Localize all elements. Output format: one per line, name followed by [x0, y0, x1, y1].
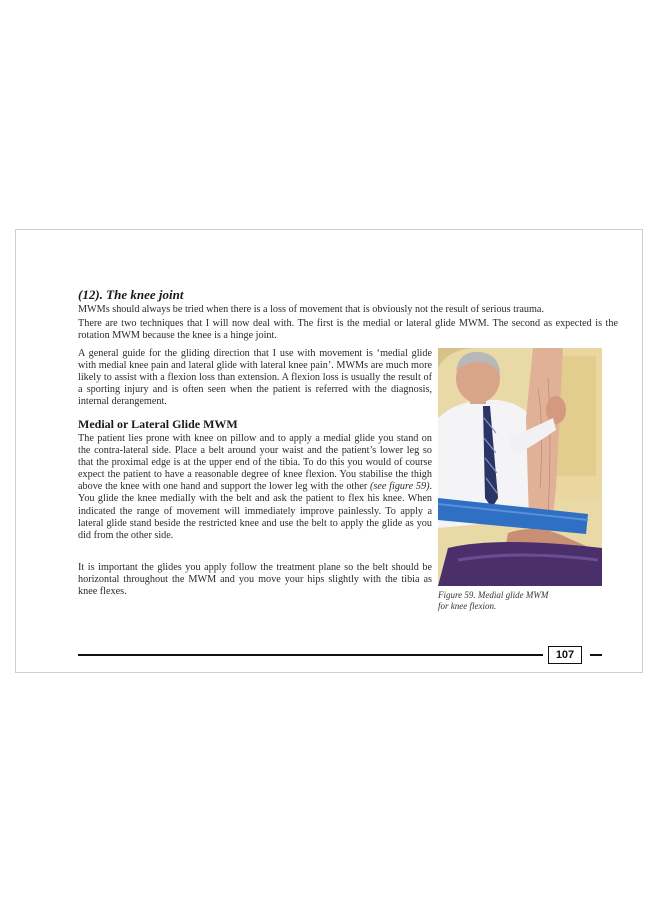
- figure-caption: [438, 590, 588, 612]
- neck: [470, 394, 486, 404]
- knee-mwm-illustration: [438, 348, 602, 586]
- subheading-glide-mwm: Medial or Lateral Glide MWM: [78, 417, 238, 431]
- paragraph-gliding-guide: A general guide for the gliding direction that I use with movement is ‘medial glide with medial knee pain and lateral glide with lateral knee pain’. MWMs are much more likely to assist with a flexion loss than extension. A flexion loss is usually the result of a sporting injury and is often seen when the patient is referred with the diagnosis, internal derangement.: [78, 348, 432, 408]
- paragraph-intro: MWMs should always be tried when there is a loss of movement that is obviously not the result of serious trauma.: [78, 304, 544, 315]
- footer-rule-end: [590, 654, 602, 656]
- paragraph-glide-procedure: [78, 433, 432, 542]
- footer-rule: [78, 654, 543, 656]
- section-title: (12). The knee joint: [78, 287, 184, 302]
- caption-line-1: Figure 59. Medial glide MWM: [438, 590, 549, 600]
- paragraph-techniques: There are two techniques that I will now deal with. The first is the medial or lateral glide MWM. The second as expected is the rotation MWM because the knee is a hinge joint.: [78, 318, 618, 342]
- procedure-text-before: The patient lies prone with knee on pillow and to apply a medial glide you stand on the contra-lateral side. Place a belt around your waist and the patient’s lower leg so that the proximal edge is at the upper end of the tibia. To do this you would of course expect the patient to have a reasonable degree of knee flexion. You stabilise the thigh above the knee with one hand and support the lower leg with the other: [78, 433, 432, 493]
- page-number: 107: [548, 646, 582, 664]
- book-page: [15, 229, 643, 673]
- paragraph-treatment-plane: It is important the glides you apply follow the treatment plane so the belt should be horizontal throughout the MWM and you move your hips slightly with the tibia as knee flexes.: [78, 562, 432, 598]
- pillow: [438, 542, 602, 586]
- figure-59-photo: [438, 348, 602, 586]
- figure-reference: (see figure 59): [370, 481, 430, 493]
- caption-line-2: for knee flexion.: [438, 601, 497, 611]
- procedure-text-after: . You glide the knee medially with the belt and ask the patient to flex his knee. When indicated the range of movement will immediately improve painlessly. To apply a lateral glide stand beside the restricted knee and use the belt to apply the glide as you did from the other side.: [78, 481, 433, 541]
- therapist-hand: [546, 396, 566, 424]
